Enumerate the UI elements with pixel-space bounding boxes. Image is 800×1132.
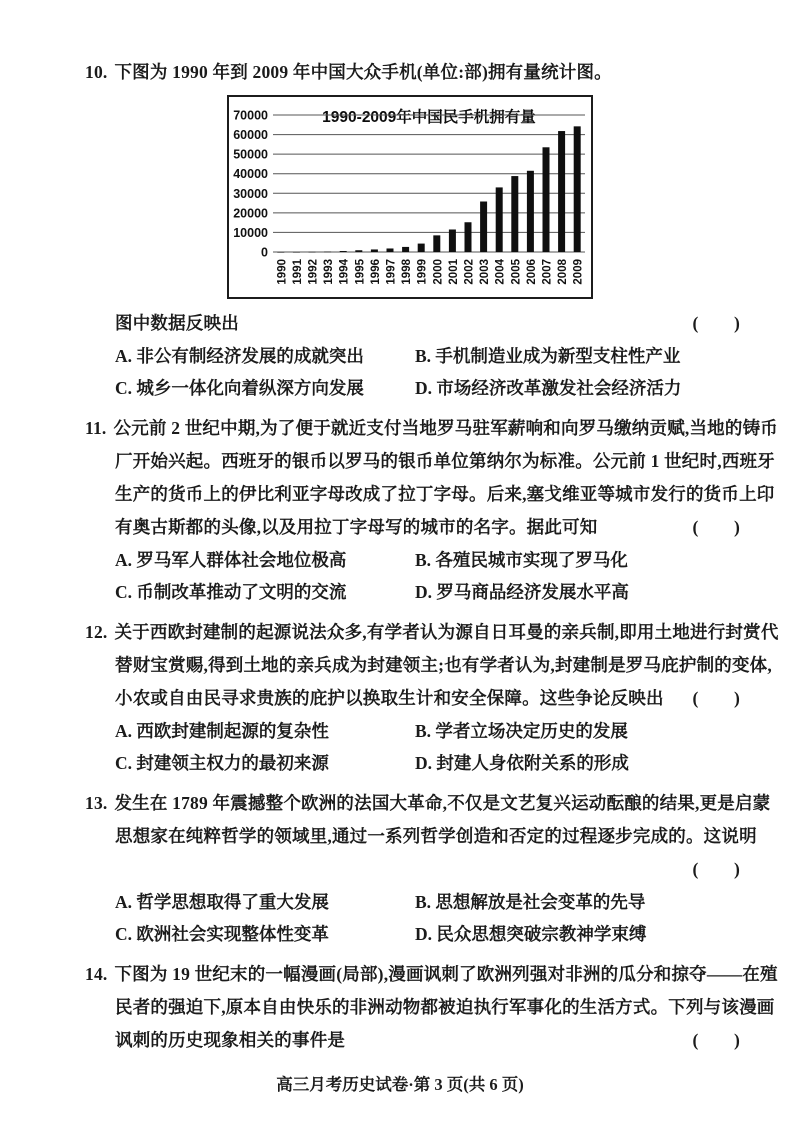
question-12-options-ab (115, 715, 800, 747)
answer-bracket: ( ) (692, 517, 740, 537)
svg-text:1999: 1999 (416, 259, 429, 285)
svg-text:30000: 30000 (233, 186, 268, 201)
question-text: 关于西欧封建制的起源说法众多,有学者认为源自日耳曼的亲兵制,即用土地进行封赏代 (114, 622, 779, 642)
question-11-line-3: 生产的货币上的伊比利亚字母改成了拉丁字母。后来,塞戈维亚等城市发行的货币上印 (115, 484, 775, 504)
footer-text: 高三月考历史试卷·第 3 页(共 6 页) (276, 1075, 524, 1094)
question-13 (0, 787, 800, 950)
question-10-stem (115, 307, 750, 340)
question-10-intro (85, 56, 750, 89)
option-b: B. 手机制造业成为新型支柱性产业 (415, 346, 681, 366)
question-10-options-ab (115, 340, 800, 372)
svg-text:1991: 1991 (291, 259, 304, 285)
svg-text:0: 0 (261, 245, 268, 260)
svg-text:1994: 1994 (338, 259, 351, 285)
svg-text:2004: 2004 (494, 259, 507, 285)
question-11-line-2: 厂开始兴起。西班牙的银币以罗马的银币单位第纳尔为标准。公元前 1 世纪时,西班牙 (115, 451, 775, 471)
question-text: 公元前 2 世纪中期,为了便于就近支付当地罗马驻军薪响和向罗马缴纳贡赋,当地的铸币 (113, 418, 778, 438)
svg-text:2000: 2000 (432, 259, 445, 285)
question-10 (0, 56, 800, 404)
svg-text:50000: 50000 (233, 147, 268, 162)
svg-text:2008: 2008 (557, 259, 570, 285)
option-c: C. 城乡一体化向着纵深方向发展 (115, 378, 364, 398)
question-12-line-2: 替财宝赏赐,得到土地的亲兵成为封建领主;也有学者认为,封建制是罗马庇护制的变体, (115, 655, 772, 675)
option-d: D. 民众思想突破宗教神学束缚 (415, 924, 647, 944)
page-footer (0, 1071, 800, 1095)
option-d: D. 市场经济改革激发社会经济活力 (415, 378, 682, 398)
svg-text:2005: 2005 (510, 259, 523, 285)
answer-bracket: ( ) (692, 313, 740, 333)
option-c: C. 封建领主权力的最初来源 (115, 753, 329, 773)
answer-bracket: ( ) (692, 859, 740, 879)
option-b: B. 思想解放是社会变革的先导 (415, 892, 646, 912)
question-10-options-cd (115, 372, 800, 404)
answer-bracket: ( ) (692, 1030, 740, 1050)
question-11-options-ab (115, 544, 800, 576)
question-text: 下图为 19 世纪末的一幅漫画(局部),漫画讽刺了欧洲列强对非洲的瓜分和掠夺——在殖 (114, 964, 778, 984)
svg-text:20000: 20000 (233, 206, 268, 221)
option-a: A. 哲学思想取得了重大发展 (115, 892, 329, 912)
question-14 (0, 958, 800, 1057)
svg-text:1995: 1995 (354, 259, 367, 285)
svg-text:2006: 2006 (525, 259, 538, 285)
question-12-line-1 (85, 616, 779, 649)
question-14-line-3 (115, 1024, 750, 1057)
svg-text:1993: 1993 (323, 259, 336, 285)
phone-ownership-chart (227, 95, 593, 299)
svg-text:1998: 1998 (401, 259, 414, 285)
option-c: C. 欧洲社会实现整体性变革 (115, 924, 329, 944)
option-b: B. 各殖民城市实现了罗马化 (415, 550, 628, 570)
question-text: 讽刺的历史现象相关的事件是 (115, 1030, 346, 1050)
question-text: 下图为 1990 年到 2009 年中国大众手机(单位:部)拥有量统计图。 (114, 62, 612, 82)
option-a: A. 西欧封建制起源的复杂性 (115, 721, 329, 741)
question-12 (0, 616, 800, 779)
question-number: 10. (85, 62, 108, 82)
question-text: 小农或自由民寻求贵族的庇护以换取生计和安全保障。这些争论反映出 (115, 688, 664, 708)
svg-text:1997: 1997 (385, 259, 398, 285)
question-number: 14. (85, 964, 108, 984)
question-11 (0, 412, 800, 608)
svg-text:70000: 70000 (233, 108, 268, 123)
option-c: C. 币制改革推动了文明的交流 (115, 582, 347, 602)
option-a: A. 罗马军人群体社会地位极高 (115, 550, 347, 570)
question-11-line-1 (85, 412, 778, 445)
svg-text:40000: 40000 (233, 167, 268, 182)
question-text: 有奥古斯都的头像,以及用拉丁字母写的城市的名字。据此可知 (115, 517, 598, 537)
svg-text:2007: 2007 (541, 259, 554, 285)
option-a: A. 非公有制经济发展的成就突出 (115, 346, 364, 366)
svg-text:2002: 2002 (463, 259, 476, 285)
question-13-line-2: 思想家在纯粹哲学的领域里,通过一系列哲学创造和否定的过程逐步完成的。这说明 (115, 826, 757, 846)
question-12-options-cd (115, 747, 800, 779)
question-number: 13. (85, 793, 108, 813)
question-12-line-3 (115, 682, 750, 715)
svg-text:1990-2009年中国民手机拥有量: 1990-2009年中国民手机拥有量 (322, 109, 536, 126)
stem-text: 图中数据反映出 (115, 313, 239, 333)
answer-bracket: ( ) (692, 688, 740, 708)
question-14-line-2: 民者的强迫下,原本自由快乐的非洲动物都被迫执行军事化的生活方式。下列与该漫画 (115, 997, 775, 1017)
question-14-line-1 (85, 958, 778, 991)
phone-chart-svg (229, 97, 591, 297)
question-11-options-cd (115, 576, 800, 608)
option-d: D. 封建人身依附关系的形成 (415, 753, 629, 773)
question-number: 11. (85, 418, 107, 438)
svg-text:2003: 2003 (479, 259, 492, 285)
question-13-options-cd (115, 918, 800, 950)
question-13-bracket-line (115, 853, 750, 886)
option-b: B. 学者立场决定历史的发展 (415, 721, 628, 741)
option-d: D. 罗马商品经济发展水平高 (415, 582, 629, 602)
svg-text:2001: 2001 (447, 259, 460, 285)
svg-text:60000: 60000 (233, 128, 268, 143)
question-number: 12. (85, 622, 108, 642)
svg-text:1992: 1992 (307, 259, 320, 285)
svg-text:10000: 10000 (233, 225, 268, 240)
question-13-line-1 (85, 787, 771, 820)
question-text: 发生在 1789 年震撼整个欧洲的法国大革命,不仅是文艺复兴运动酝酿的结果,更是启蒙 (114, 793, 771, 813)
question-13-options-ab (115, 886, 800, 918)
svg-text:1990: 1990 (276, 259, 289, 285)
svg-text:2009: 2009 (572, 259, 585, 285)
svg-text:1996: 1996 (369, 259, 382, 285)
question-11-line-4 (115, 511, 750, 544)
